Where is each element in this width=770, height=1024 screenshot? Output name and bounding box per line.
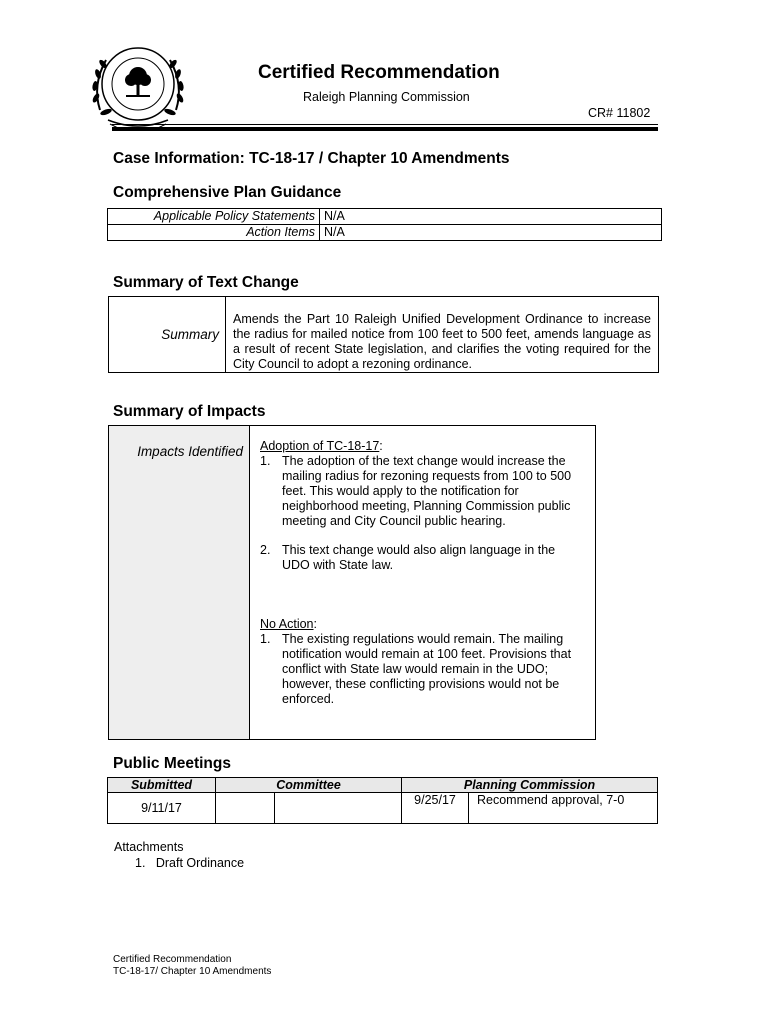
pc-result: Recommend approval, 7-0 [469,793,658,824]
committee-date [216,793,275,824]
case-info-heading: Case Information: TC-18-17 / Chapter 10 Amendments [113,150,510,167]
list-item [260,454,580,529]
table-header-row [108,778,658,793]
list-number: 2. [260,543,271,557]
document-title: Certified Recommendation [258,62,500,83]
attachments [114,839,244,871]
list-item [260,632,580,707]
pc-date: 9/25/17 [402,793,469,824]
submitted-date: 9/11/17 [108,793,216,824]
text-change-heading: Summary of Text Change [113,274,299,291]
impacts-heading: Summary of Impacts [113,403,266,420]
adoption-item-1: The adoption of the text change would increase the mailing radius for rezoning requests from 100 to 500 feet. This would apply to the notification for neighborhood meeting, Planning Commission public meeting and City Council public hearing. [282,454,572,528]
action-items-label: Action Items [108,225,320,241]
no-action-heading: No Action [260,617,314,631]
action-items-value: N/A [320,225,662,241]
summary-text: Amends the Part 10 Raleigh Unified Development Ordinance to increase the radius for mailed notice from 100 feet to 500 feet, amends language as a result of recent State legislation, and clarifies the voting required for the City Council to adopt a rezoning ordinance. [233,312,651,371]
cr-number: CR# 11802 [588,106,651,120]
policy-statements-label: Applicable Policy Statements [108,209,320,225]
document-subtitle: Raleigh Planning Commission [303,90,470,104]
impacts-label: Impacts Identified [137,444,243,459]
page-footer [113,954,271,978]
attachment-item: 1. Draft Ordinance [135,856,245,870]
table-row [108,225,662,241]
adoption-heading: Adoption of TC-18-17 [260,439,380,453]
list-number: 1. [260,632,271,646]
col-committee: Committee [216,778,402,793]
summary-label: Summary [109,297,226,372]
comp-plan-heading: Comprehensive Plan Guidance [113,184,342,201]
header-rule-thick [112,127,658,131]
list-item [260,543,580,573]
summary-box [108,296,659,373]
footer-line-2: TC-18-17/ Chapter 10 Amendments [113,966,272,977]
table-row [108,209,662,225]
impacts-box [108,425,596,740]
table-row [108,793,658,824]
list-number: 1. [260,454,271,468]
comp-plan-table [107,208,662,241]
city-seal-logo [88,40,188,132]
impacts-label-cell [109,426,250,739]
impacts-content: Adoption of TC-18-17: 1. The adoption of the text change would increase the mailing radius for rezoning requests from 100 to 500 feet. This would apply to the notification for neighborhood meeting, Planning Commission public meeting and City Council public hearing. 2. This text change would also align language in the UDO with State law. No Action: 1. The existing regulations would remain. The mailing notification would remain at 100 feet. Provisions that conflict with State law would remain in the UDO; however, these conflicting provisions would not be enforced. [260,439,580,707]
footer-line-1: Certified Recommendation [113,954,232,965]
header-rule-thin [112,124,658,125]
col-submitted: Submitted [108,778,216,793]
public-meetings-table [107,777,658,824]
attachments-label: Attachments [114,840,184,854]
public-meetings-heading: Public Meetings [113,755,231,772]
policy-statements-value: N/A [320,209,662,225]
col-planning-commission: Planning Commission [402,778,658,793]
no-action-item-1: The existing regulations would remain. The mailing notification would remain at 100 feet. Provisions that conflict with State law would remain in the UDO; however, these conflicting provisions would not be enforced. [282,632,572,706]
adoption-item-2: This text change would also align language in the UDO with State law. [282,543,556,572]
committee-result [275,793,402,824]
